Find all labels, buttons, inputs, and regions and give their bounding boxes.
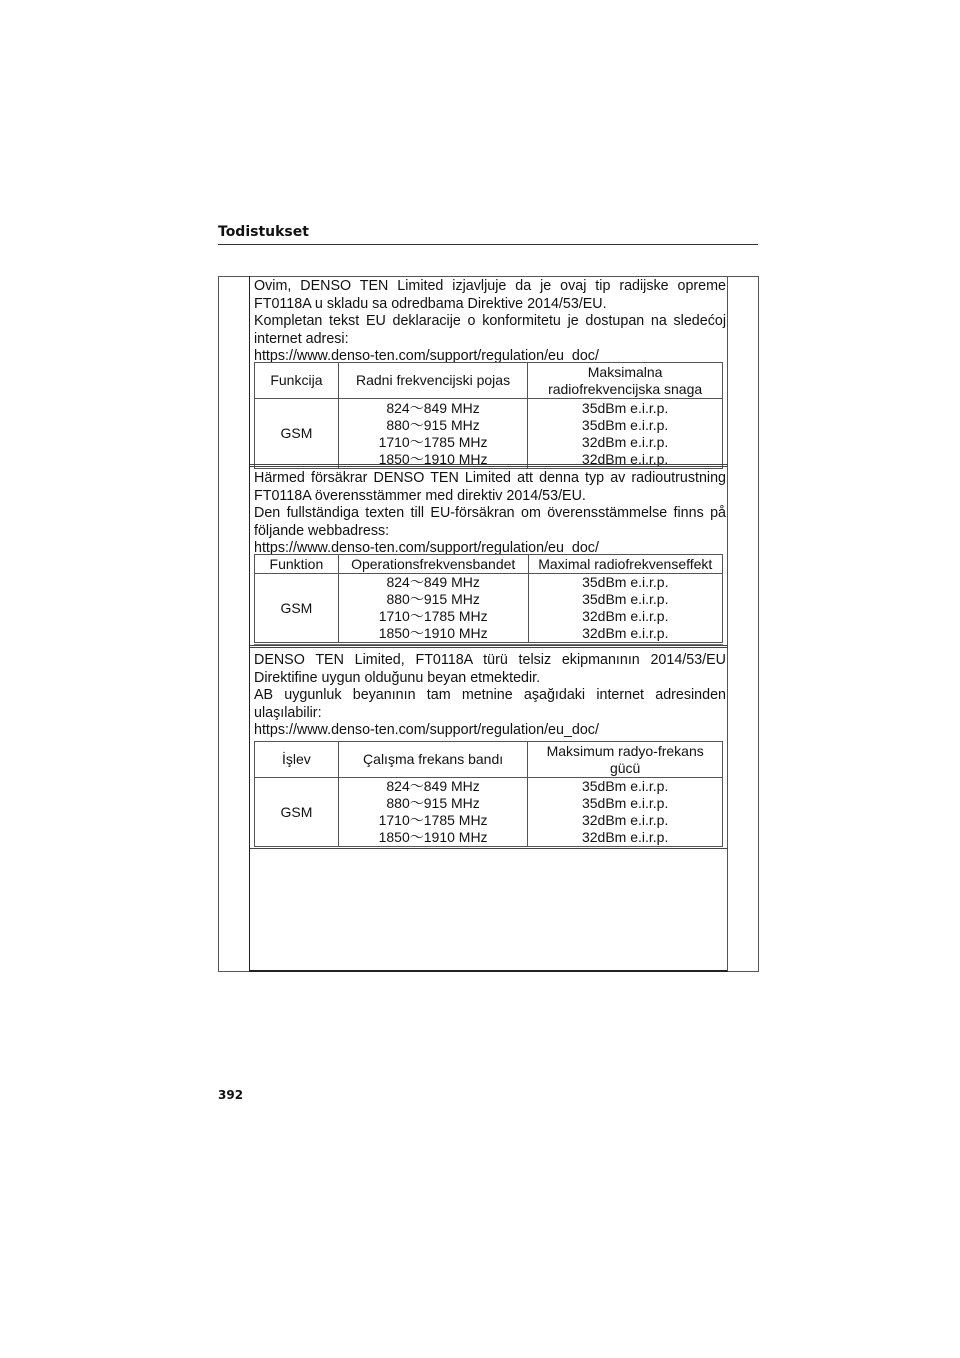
power-value: 35dBm e.i.r.p. xyxy=(581,778,669,794)
power-value: 32dBm e.i.r.p. xyxy=(581,829,669,845)
declaration-line: AB uygunluk beyanının tam metnine aşağıdaki internet adresinden xyxy=(254,687,726,704)
declaration-line: Kompletan tekst EU deklaracije o konformitetu je dostupan na sledećoj xyxy=(254,313,726,330)
band-value: 1710～1785 MHz xyxy=(378,812,488,828)
band-value: 1710～1785 MHz xyxy=(378,433,488,450)
table-row xyxy=(255,778,723,847)
function-cell: GSM xyxy=(255,778,339,847)
declaration-block-serbian xyxy=(254,278,726,366)
header-cell: Maksimalna radiofrekvencijska snaga xyxy=(528,363,723,399)
declaration-line: Den fullständiga texten till EU-försäkran om överensstämmelse finns på xyxy=(254,505,726,522)
band-cell xyxy=(338,574,528,643)
power-cell xyxy=(528,399,723,469)
declaration-line: FT0118A u skladu sa odredbama Direktive 2014/53/EU. xyxy=(254,295,607,312)
table-header-row xyxy=(255,742,723,778)
power-value: 32dBm e.i.r.p. xyxy=(582,608,669,624)
power-cell xyxy=(528,574,722,643)
header-cell: Maximal radiofrekvenseffekt xyxy=(528,555,722,574)
band-value: 1850～1910 MHz xyxy=(378,625,488,641)
declaration-url: https://www.denso-ten.com/support/regulation/eu_doc/ xyxy=(254,540,599,557)
band-value: 824～849 MHz xyxy=(386,574,480,590)
power-value: 35dBm e.i.r.p. xyxy=(582,591,669,607)
table-header-row xyxy=(255,363,723,399)
band-cell xyxy=(338,399,527,469)
band-value: 1710～1785 MHz xyxy=(378,608,488,624)
band-value: 1850～1910 MHz xyxy=(378,450,488,467)
declaration-url: https://www.denso-ten.com/support/regulation/eu_doc/ xyxy=(254,722,599,739)
band-value: 880～915 MHz xyxy=(386,416,480,433)
declaration-line: FT0118A överensstämmer med direktiv 2014/53/EU. xyxy=(254,487,586,504)
block-separator xyxy=(250,645,728,648)
band-value: 824～849 MHz xyxy=(386,778,480,794)
band-value: 880～915 MHz xyxy=(386,591,480,607)
declaration-line: Direktifine uygun olduğunu beyan etmektedir. xyxy=(254,669,541,686)
function-cell: GSM xyxy=(255,574,339,643)
block-separator xyxy=(250,848,728,849)
power-value: 35dBm e.i.r.p. xyxy=(581,416,669,433)
declaration-url: https://www.denso-ten.com/support/regulation/eu_doc/ xyxy=(254,348,599,365)
power-value: 32dBm e.i.r.p. xyxy=(581,450,669,467)
page-number: 392 xyxy=(218,1088,244,1102)
header-cell: Maksimum radyo-frekans gücü xyxy=(528,742,723,778)
block-separator xyxy=(250,464,728,467)
power-value: 32dBm e.i.r.p. xyxy=(581,812,669,828)
declaration-block-turkish xyxy=(254,652,726,740)
header-cell: Funktion xyxy=(255,555,339,574)
power-value: 32dBm e.i.r.p. xyxy=(582,625,669,641)
declaration-line: internet adresi: xyxy=(254,330,349,347)
table-header-row xyxy=(255,555,723,574)
table-row xyxy=(255,574,723,643)
header-cell: Radni frekvencijski pojas xyxy=(338,363,527,399)
title-rule xyxy=(218,244,758,245)
declaration-line: Ovim, DENSO TEN Limited izjavljuje da je ovaj tip radijske opreme xyxy=(254,278,726,294)
power-cell xyxy=(528,778,723,847)
band-value: 1850～1910 MHz xyxy=(378,829,488,845)
function-cell: GSM xyxy=(255,399,339,469)
header-cell: Çalışma frekans bandı xyxy=(338,742,528,778)
table-row xyxy=(255,399,723,469)
power-value: 35dBm e.i.r.p. xyxy=(582,574,669,590)
section-title: Todistukset xyxy=(218,224,309,240)
band-cell xyxy=(338,778,528,847)
band-value: 824～849 MHz xyxy=(386,399,480,416)
header-cell: İşlev xyxy=(255,742,339,778)
spec-table-turkish xyxy=(254,741,723,847)
power-value: 35dBm e.i.r.p. xyxy=(581,399,669,416)
spec-table-swedish xyxy=(254,554,723,643)
power-value: 35dBm e.i.r.p. xyxy=(581,795,669,811)
declaration-line: ulaşılabilir: xyxy=(254,704,322,721)
spec-table-serbian xyxy=(254,362,723,469)
band-value: 880～915 MHz xyxy=(386,795,480,811)
declaration-block-swedish xyxy=(254,470,726,558)
declaration-line: DENSO TEN Limited, FT0118A türü telsiz ekipmanının 2014/53/EU xyxy=(254,652,726,668)
header-cell: Funkcija xyxy=(255,363,339,399)
declaration-line: följande webbadress: xyxy=(254,522,390,539)
power-value: 32dBm e.i.r.p. xyxy=(581,433,669,450)
header-cell: Operationsfrekvensbandet xyxy=(338,555,528,574)
declaration-line: Härmed försäkrar DENSO TEN Limited att denna typ av radioutrustning xyxy=(254,470,726,486)
